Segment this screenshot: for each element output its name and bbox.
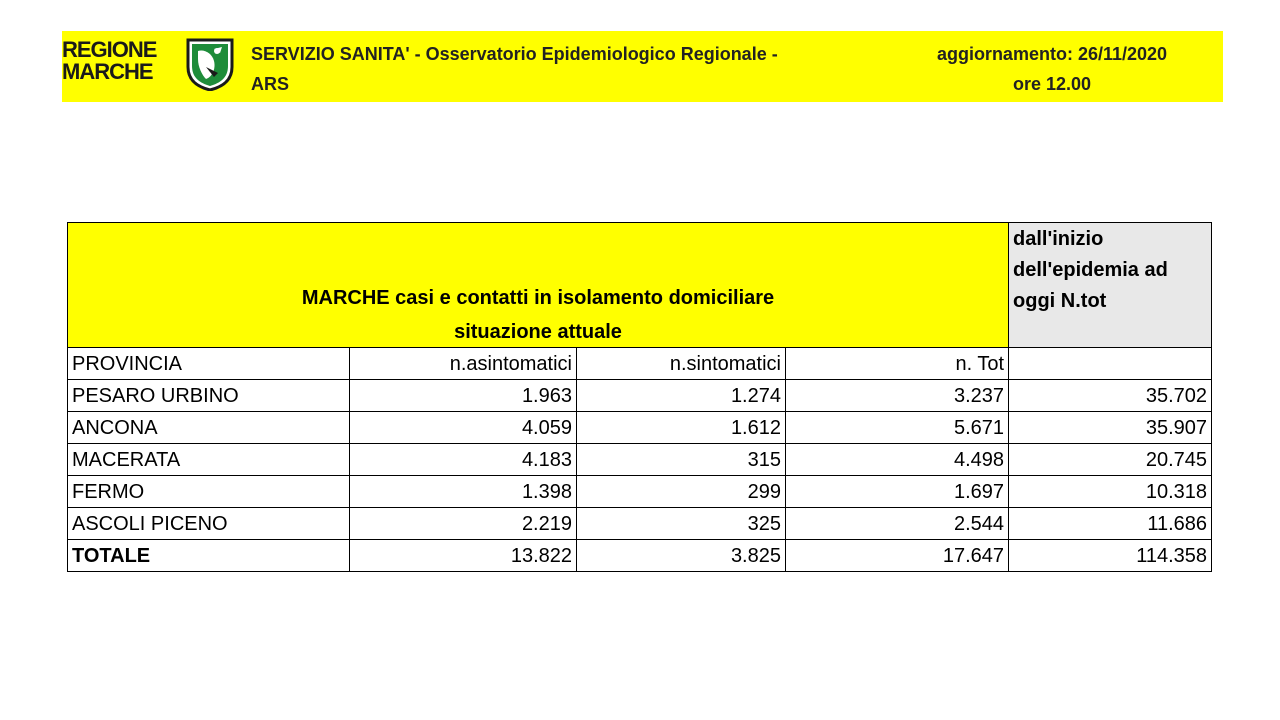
service-line2: ARS [251, 74, 290, 94]
table-subtitle: situazione attuale [68, 317, 1009, 348]
col-header-cumulative [1009, 348, 1212, 380]
cell-provincia: FERMO [68, 476, 350, 508]
header-banner [62, 31, 1223, 102]
cell-cumulative: 35.702 [1009, 380, 1212, 412]
total-asintomatici: 13.822 [350, 540, 577, 572]
col-header-asintomatici: n.asintomatici [350, 348, 577, 380]
cell-sintomatici: 325 [577, 508, 786, 540]
cell-asintomatici: 1.963 [350, 380, 577, 412]
cell-tot: 4.498 [786, 444, 1009, 476]
table-row [68, 444, 1212, 476]
regional-emblem-icon [184, 37, 236, 91]
cell-cumulative: 11.686 [1009, 508, 1212, 540]
update-time: ore 12.00 [1012, 74, 1092, 94]
total-label: TOTALE [68, 540, 350, 572]
total-row [68, 540, 1212, 572]
cell-cumulative: 10.318 [1009, 476, 1212, 508]
cell-sintomatici: 299 [577, 476, 786, 508]
cell-tot: 3.237 [786, 380, 1009, 412]
cell-cumulative: 35.907 [1009, 412, 1212, 444]
cell-tot: 1.697 [786, 476, 1009, 508]
total-tot: 17.647 [786, 540, 1009, 572]
cell-provincia: ANCONA [68, 412, 350, 444]
cell-asintomatici: 4.183 [350, 444, 577, 476]
service-line1: SERVIZIO SANITA' - Osservatorio Epidemiologico Regionale - [251, 44, 778, 64]
table-title: MARCHE casi e contatti in isolamento domiciliare [68, 223, 1009, 318]
cell-tot: 2.544 [786, 508, 1009, 540]
update-date: aggiornamento: 26/11/2020 [936, 44, 1168, 64]
logo-line2: MARCHE [62, 59, 153, 84]
total-cumulative: 114.358 [1009, 540, 1212, 572]
cell-provincia: PESARO URBINO [68, 380, 350, 412]
column-header-row [68, 348, 1212, 380]
cell-sintomatici: 1.274 [577, 380, 786, 412]
cell-sintomatici: 315 [577, 444, 786, 476]
logo-line1: REGIONE [62, 37, 157, 62]
regione-marche-logo [62, 37, 242, 93]
logo-text [62, 39, 156, 83]
table-row [68, 508, 1212, 540]
table-row [68, 412, 1212, 444]
cell-asintomatici: 4.059 [350, 412, 577, 444]
table-row [68, 476, 1212, 508]
isolation-table [67, 222, 1212, 572]
col-header-provincia: PROVINCIA [68, 348, 350, 380]
col-header-sintomatici: n.sintomatici [577, 348, 786, 380]
cell-sintomatici: 1.612 [577, 412, 786, 444]
cell-asintomatici: 1.398 [350, 476, 577, 508]
cell-tot: 5.671 [786, 412, 1009, 444]
update-info [902, 39, 1202, 99]
side-header: dall'inizio dell'epidemia ad oggi N.tot [1009, 223, 1212, 348]
col-header-tot: n. Tot [786, 348, 1009, 380]
cell-provincia: MACERATA [68, 444, 350, 476]
total-sintomatici: 3.825 [577, 540, 786, 572]
cell-cumulative: 20.745 [1009, 444, 1212, 476]
cell-asintomatici: 2.219 [350, 508, 577, 540]
service-title [251, 39, 891, 99]
cell-provincia: ASCOLI PICENO [68, 508, 350, 540]
table-row [68, 380, 1212, 412]
